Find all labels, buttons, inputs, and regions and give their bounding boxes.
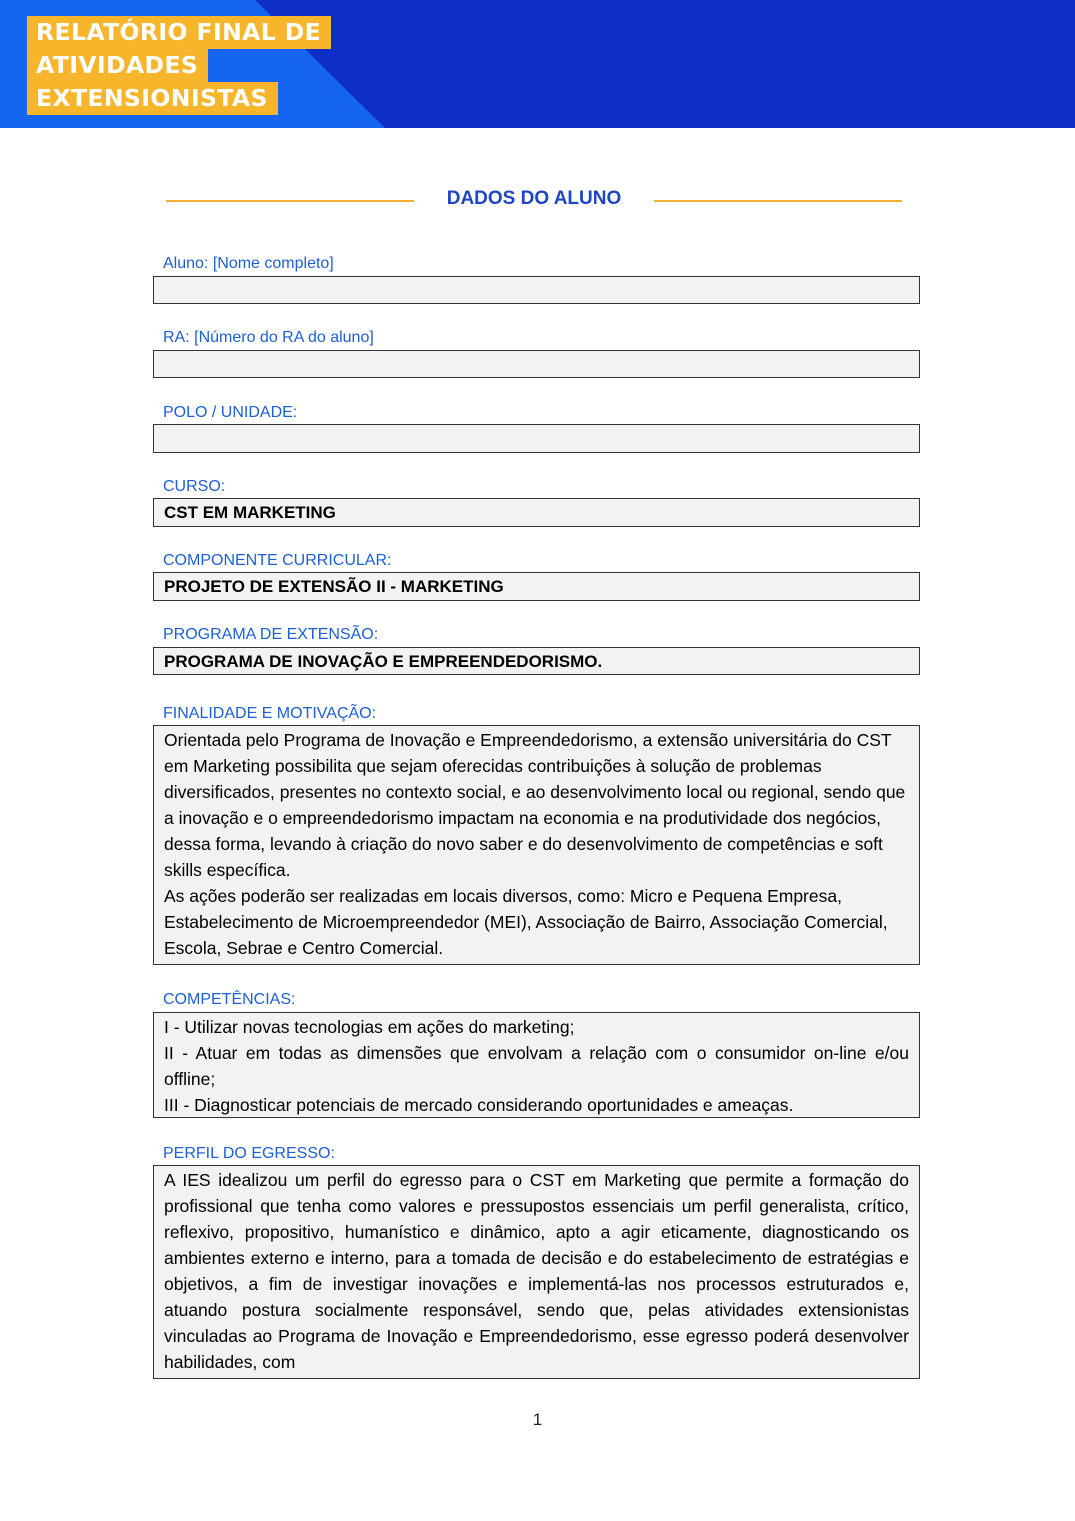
report-title-line-1: RELATÓRIO FINAL DE [27, 16, 331, 49]
finalidade-label: FINALIDADE E MOTIVAÇÃO: [163, 705, 377, 722]
finalidade-paragraph-2: As ações poderão ser realizadas em locais diversos, como: Micro e Pequena Empresa, Estabelecimento de Microempreendedor (MEI), Associação de Bairro, Associação Comercial, Escola, Sebrae e Centro Comercial. [164, 886, 888, 958]
polo-label: POLO / UNIDADE: [163, 404, 298, 421]
competencia-item: III - Diagnosticar potenciais de mercado considerando oportunidades e ameaças. [164, 1095, 794, 1115]
competencia-item: I - Utilizar novas tecnologias em ações do marketing; [164, 1017, 575, 1037]
aluno-label: Aluno: [Nome completo] [163, 255, 334, 272]
componente-field: PROJETO DE EXTENSÃO II - MARKETING [153, 572, 920, 601]
page-number: 1 [532, 1410, 543, 1429]
section-title: DADOS DO ALUNO [446, 188, 622, 209]
report-header-banner [0, 0, 1075, 128]
heading-rule-right [654, 200, 902, 202]
competencias-label: COMPETÊNCIAS: [163, 991, 296, 1008]
report-title-line-2: ATIVIDADES [27, 49, 208, 82]
finalidade-box [153, 725, 920, 965]
ra-label: RA: [Número do RA do aluno] [163, 329, 374, 346]
ra-field[interactable] [153, 350, 920, 378]
heading-rule-left [166, 200, 414, 202]
perfil-label: PERFIL DO EGRESSO: [163, 1145, 335, 1162]
curso-field: CST EM MARKETING [153, 498, 920, 527]
curso-label: CURSO: [163, 478, 226, 495]
programa-label: PROGRAMA DE EXTENSÃO: [163, 626, 379, 643]
report-title-line-3: EXTENSIONISTAS [27, 82, 278, 115]
componente-label: COMPONENTE CURRICULAR: [163, 552, 392, 569]
competencias-box [153, 1012, 920, 1118]
aluno-field[interactable] [153, 276, 920, 304]
section-heading [0, 184, 1075, 214]
programa-field: PROGRAMA DE INOVAÇÃO E EMPREENDEDORISMO. [153, 647, 920, 675]
finalidade-paragraph-1: Orientada pelo Programa de Inovação e Empreendedorismo, a extensão universitária do CST em Marketing possibilita que sejam oferecidas contribuições à solução de problemas diversificados, presentes no contexto social, e ao desenvolvimento local ou regional, sendo que a inovação e o empreendedorismo impactam na economia e na produtividade dos negócios, dessa forma, levando à criação do novo saber e do desenvolvimento de competências e soft skills específica. [164, 730, 906, 880]
perfil-box [153, 1165, 920, 1379]
perfil-text: A IES idealizou um perfil do egresso para o CST em Marketing que permite a formação do profissional que tenha como valores e pressupostos essenciais um perfil generalista, crítico, reflexivo, propositivo, humanístico e dinâmico, apto a agir eticamente, diagnosticando os ambientes externo e interno, para a tomada de decisão e do estabelecimento de estratégias e objetivos, a fim de investigar inovações e implementá-las nos processos estruturados e, atuando postura socialmente responsável, sendo que, pelas atividades extensionistas vinculadas ao Programa de Inovação e Empreendedorismo, esse egresso poderá desenvolver habilidades, com [164, 1170, 909, 1372]
competencia-item: II - Atuar em todas as dimensões que envolvam a relação com o consumidor on-line e/ou offline; [164, 1043, 909, 1089]
polo-field[interactable] [153, 424, 920, 453]
